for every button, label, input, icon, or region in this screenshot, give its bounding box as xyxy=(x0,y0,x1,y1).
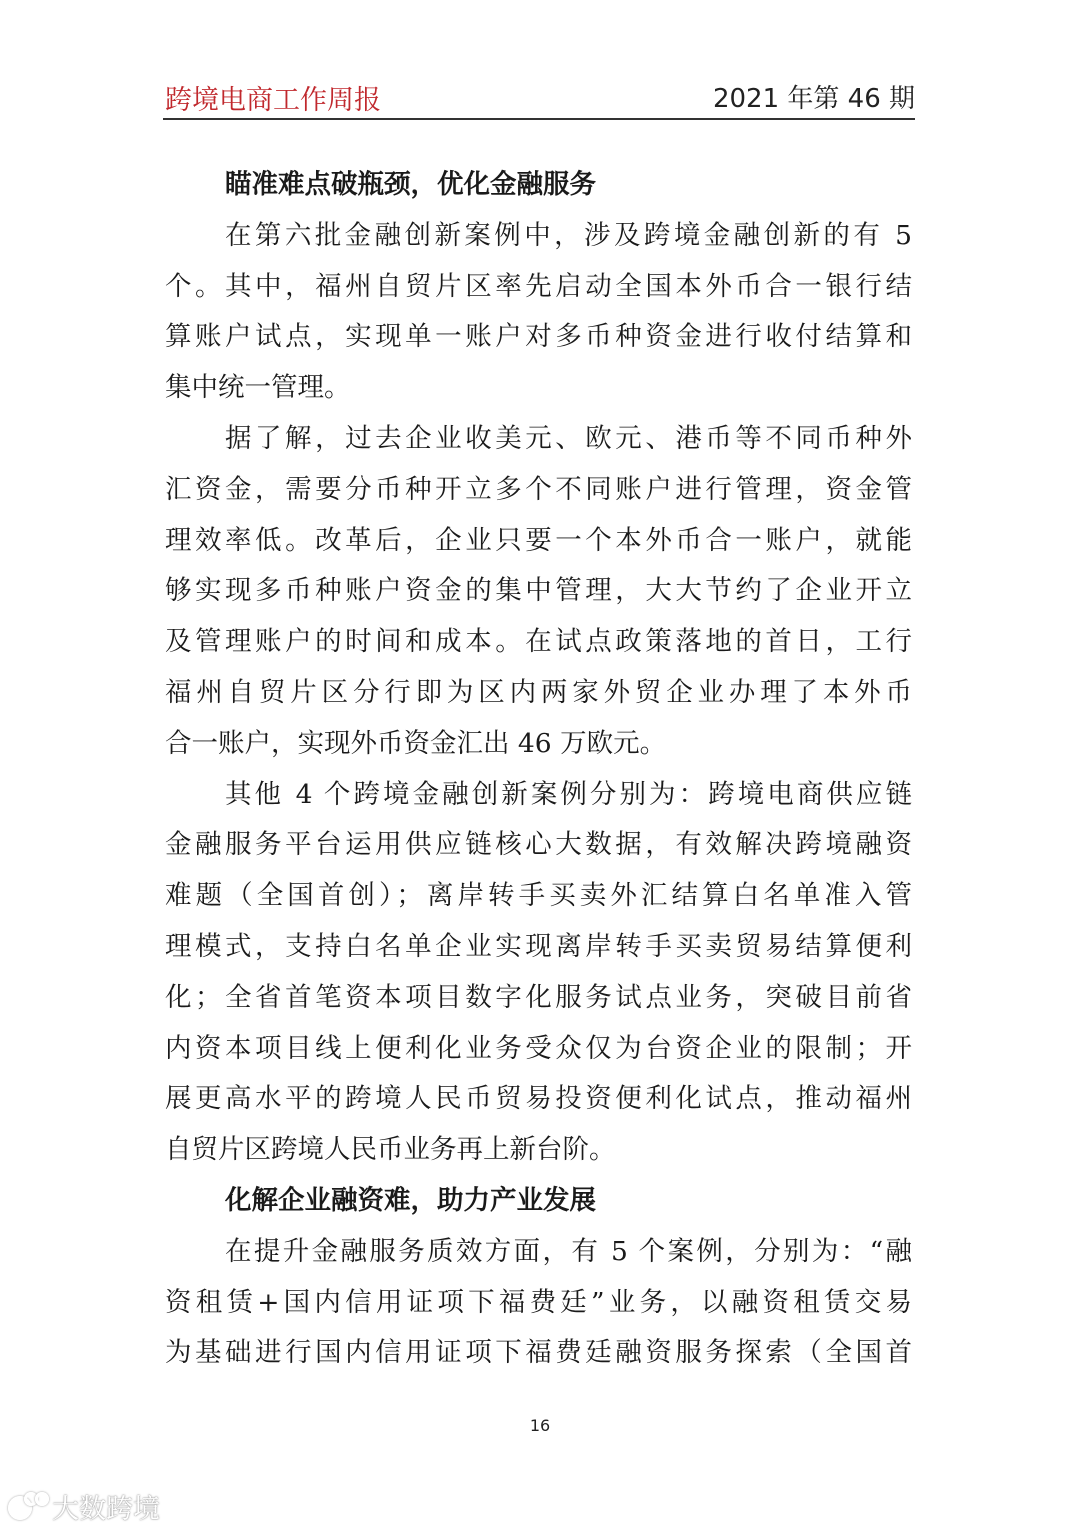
watermark-logo-icon xyxy=(8,1492,46,1522)
paragraph-line: 理效率低。改革后，企业只要一个本外币合一账户，就能 xyxy=(165,524,912,556)
paragraph xyxy=(165,211,912,414)
paragraph-line: 展更高水平的跨境人民币贸易投资便利化试点，推动福州 xyxy=(165,1083,912,1115)
paragraph-line: 据了解，过去企业收美元、欧元、港币等不同币种外 xyxy=(225,422,912,454)
publication-title: 跨境电商工作周报 xyxy=(165,85,381,116)
paragraph-line: 资租赁+国内信用证项下福费廷”业务，以融资租赁交易 xyxy=(165,1286,912,1318)
paragraph-line: 理模式，支持白名单企业实现离岸转手买卖贸易结算便利 xyxy=(165,930,912,962)
paragraph-line: 福州自贸片区分行即为区内两家外贸企业办理了本外币 xyxy=(165,676,912,708)
paragraph-line: 够实现多币种账户资金的集中管理，大大节约了企业开立 xyxy=(165,575,912,607)
section-heading xyxy=(165,1176,912,1227)
paragraph-line: 合一账户，实现外币资金汇出 46 万欧元。 xyxy=(165,727,667,759)
page-number: 16 xyxy=(529,1416,551,1435)
paragraph-line: 在第六批金融创新案例中，涉及跨境金融创新的有 5 xyxy=(225,219,912,251)
paragraph-line: 汇资金，需要分币种开立多个不同账户进行管理，资金管 xyxy=(165,473,912,505)
paragraph-line: 化；全省首笔资本项目数字化服务试点业务，突破目前省 xyxy=(165,981,912,1013)
document-body xyxy=(165,160,912,1379)
paragraph xyxy=(165,414,912,770)
section-heading xyxy=(165,160,912,211)
paragraph-line: 个。其中，福州自贸片区率先启动全国本外币合一银行结 xyxy=(165,270,912,302)
header-divider xyxy=(163,118,915,120)
paragraph-line: 自贸片区跨境人民币业务再上新台阶。 xyxy=(165,1134,616,1166)
issue-number: 2021 年第 46 期 xyxy=(712,84,915,114)
paragraph-line: 难题（全国首创）；离岸转手买卖外汇结算白名单准入管 xyxy=(165,880,912,912)
paragraph-line: 为基础进行国内信用证项下福费廷融资服务探索（全国首 xyxy=(165,1337,912,1369)
paragraph-line: 其他 4 个跨境金融创新案例分别为：跨境电商供应链 xyxy=(225,778,912,810)
paragraph-line: 金融服务平台运用供应链核心大数据，有效解决跨境融资 xyxy=(165,829,912,861)
watermark-text: 大数跨境 xyxy=(52,1494,160,1525)
heading-text: 化解企业融资难，助力产业发展 xyxy=(225,1184,596,1216)
paragraph-line: 内资本项目线上便利化业务受众仅为台资企业的限制；开 xyxy=(165,1032,912,1064)
heading-text: 瞄准难点破瓶颈，优化金融服务 xyxy=(225,169,596,200)
paragraph xyxy=(165,1227,912,1379)
paragraph-line: 集中统一管理。 xyxy=(165,372,351,404)
paragraph-line: 及管理账户的时间和成本。在试点政策落地的首日，工行 xyxy=(165,626,912,658)
paragraph xyxy=(165,770,912,1176)
watermark xyxy=(8,1487,160,1526)
paragraph-line: 算账户试点，实现单一账户对多币种资金进行收付结算和 xyxy=(165,321,912,353)
paragraph-line: 在提升金融服务质效方面，有 5 个案例，分别为：“融 xyxy=(225,1235,912,1267)
